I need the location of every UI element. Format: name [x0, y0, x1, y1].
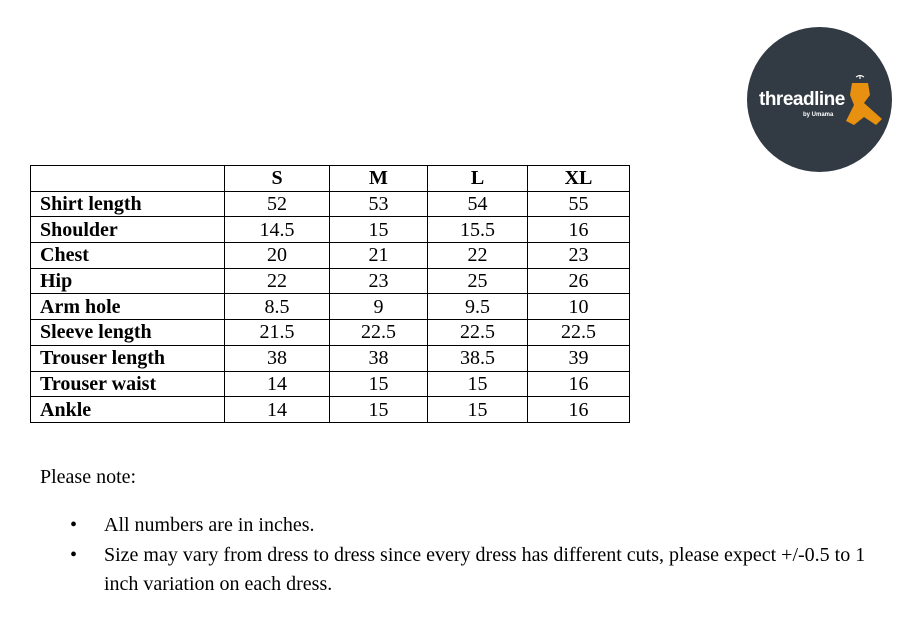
note-item: • Size may vary from dress to dress since every dress has different cuts, please expect +/-0.5 to 1 inch variation on each dress.: [70, 541, 870, 600]
row-label: Arm hole: [31, 294, 225, 320]
table-cell: 16: [528, 371, 630, 397]
table-cell: 39: [528, 345, 630, 371]
table-cell: 15: [330, 217, 428, 243]
row-label: Trouser waist: [31, 371, 225, 397]
dress-icon: [842, 75, 884, 130]
table-cell: 9: [330, 294, 428, 320]
row-label: Sleeve length: [31, 320, 225, 346]
note-item: • All numbers are in inches.: [70, 511, 870, 541]
table-cell: 16: [528, 217, 630, 243]
table-cell: 15.5: [428, 217, 528, 243]
table-cell: 22: [428, 243, 528, 269]
row-label: [31, 166, 225, 192]
table-cell: L: [428, 166, 528, 192]
table-row: [31, 397, 630, 423]
table-cell: 25: [428, 268, 528, 294]
table-row: [31, 294, 630, 320]
table-cell: 55: [528, 191, 630, 217]
table-cell: 20: [225, 243, 330, 269]
table-cell: 8.5: [225, 294, 330, 320]
table-cell: 38: [330, 345, 428, 371]
table-cell: 23: [528, 243, 630, 269]
threadline-logo: [747, 27, 892, 172]
table-cell: 15: [330, 371, 428, 397]
table-cell: 22.5: [528, 320, 630, 346]
table-cell: 16: [528, 397, 630, 423]
table-row: [31, 217, 630, 243]
table-cell: 21.5: [225, 320, 330, 346]
table-cell: XL: [528, 166, 630, 192]
row-label: Shoulder: [31, 217, 225, 243]
table-cell: 54: [428, 191, 528, 217]
row-label: Hip: [31, 268, 225, 294]
row-label: Ankle: [31, 397, 225, 423]
table-cell: 38: [225, 345, 330, 371]
table-row: [31, 371, 630, 397]
table-cell: M: [330, 166, 428, 192]
table-cell: 26: [528, 268, 630, 294]
table-cell: S: [225, 166, 330, 192]
table-cell: 53: [330, 191, 428, 217]
note-title: Please note:: [40, 466, 137, 488]
table-cell: 15: [428, 397, 528, 423]
table-cell: 21: [330, 243, 428, 269]
table-row: [31, 345, 630, 371]
table-cell: 52: [225, 191, 330, 217]
table-cell: 9.5: [428, 294, 528, 320]
table-cell: 15: [428, 371, 528, 397]
row-label: Chest: [31, 243, 225, 269]
table-cell: 14: [225, 371, 330, 397]
row-label: Shirt length: [31, 191, 225, 217]
table-cell: 15: [330, 397, 428, 423]
table-cell: 22.5: [428, 320, 528, 346]
table-cell: 38.5: [428, 345, 528, 371]
table-row: [31, 243, 630, 269]
row-label: Trouser length: [31, 345, 225, 371]
logo-wordmark: threadline: [759, 89, 845, 110]
table-header-row: [31, 166, 630, 192]
note-list: [70, 511, 870, 600]
table-cell: 22.5: [330, 320, 428, 346]
logo-tagline: by Umama: [803, 112, 834, 118]
table-cell: 14: [225, 397, 330, 423]
table-row: [31, 320, 630, 346]
table-cell: 14.5: [225, 217, 330, 243]
table-cell: 22: [225, 268, 330, 294]
table-row: [31, 268, 630, 294]
table-cell: 10: [528, 294, 630, 320]
size-chart-table: [30, 165, 630, 423]
table-row: [31, 191, 630, 217]
table-cell: 23: [330, 268, 428, 294]
